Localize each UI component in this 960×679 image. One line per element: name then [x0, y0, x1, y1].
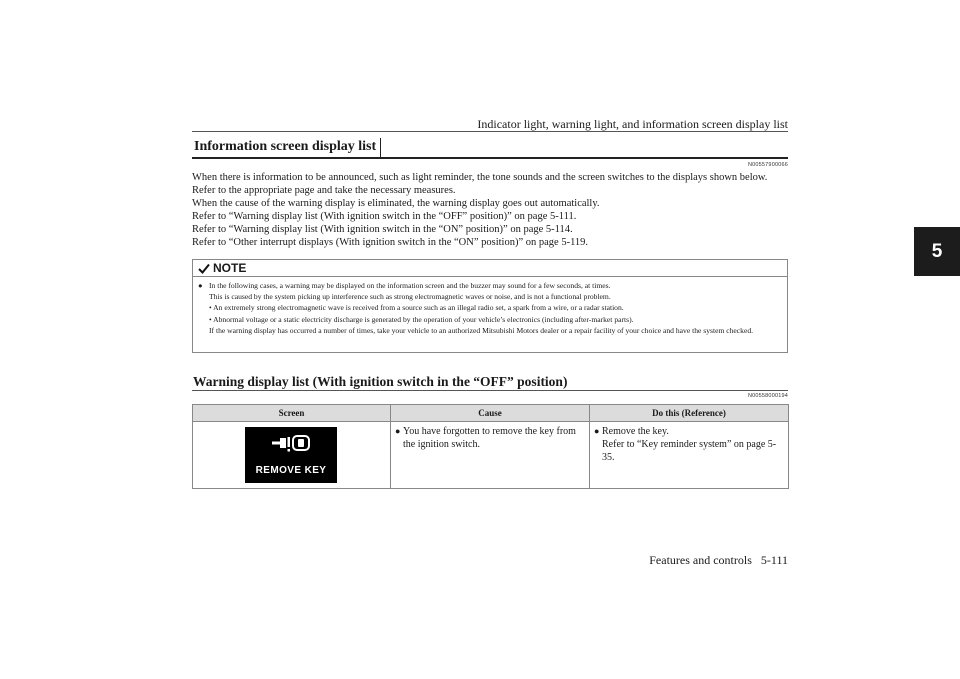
heading-marker: [380, 138, 381, 157]
page-number: 5-111: [760, 553, 788, 567]
action-text: Remove the key.: [602, 426, 669, 437]
column-header-cause: Cause: [391, 405, 590, 422]
bullet-icon: ●: [594, 426, 600, 436]
warning-section-code: N00558000194: [747, 393, 788, 399]
cause-text: You have forgotten to remove the key from the ignition switch.: [403, 426, 576, 450]
warning-section-heading: [192, 372, 788, 391]
table-header-row: [193, 405, 789, 422]
intro-text: [192, 171, 789, 249]
note-body: [198, 280, 781, 336]
section-heading: [192, 135, 788, 159]
section-title: Information screen display list: [194, 139, 377, 154]
intro-paragraph: Refer to “Other interrupt displays (With ignition switch in the “ON” position)” on page 5-119.: [192, 237, 589, 248]
note-line: If the warning display has occurred a number of times, take your vehicle to an authorized Mitsubishi Motors dealer or a repair facility of your choice and have the system checked.: [209, 325, 754, 335]
running-header: Indicator light, warning light, and information screen display list: [477, 117, 788, 131]
action-cell: [590, 422, 789, 489]
intro-paragraph: When the cause of the warning display is eliminated, the warning display goes out automatically.: [192, 198, 600, 209]
column-header-action: Do this (Reference): [590, 405, 789, 422]
footer-section: Features and controls: [649, 553, 752, 567]
screen-cell: [193, 422, 391, 489]
note-line: This is caused by the system picking up interference such as strong electromagnetic waves or noise, and is not a functional problem.: [209, 292, 611, 302]
intro-paragraph: When there is information to be announced, such as light reminder, the tone sounds and the screen switches to the displays shown below. Refer to the appropriate page and take the necessary measures.: [192, 172, 768, 196]
checkmark-icon: [198, 263, 210, 274]
action-reference: Refer to “Key reminder system” on page 5-35.: [602, 439, 777, 463]
warning-section-title: Warning display list (With ignition switch in the “OFF” position): [193, 374, 568, 389]
bullet-icon: ●: [198, 281, 203, 290]
table-row: [193, 422, 789, 489]
chapter-tab: 5: [914, 227, 960, 276]
remove-key-text: REMOVE KEY: [255, 465, 327, 476]
remove-key-display: [245, 427, 337, 483]
note-line: • Abnormal voltage or a static electricity discharge is generated by the operation of your vehicle’s electronics (including after-market parts).: [209, 314, 634, 324]
intro-paragraph: Refer to “Warning display list (With ignition switch in the “ON” position)” on page 5-114.: [192, 224, 573, 235]
header-rule: [192, 131, 788, 132]
note-label: NOTE: [213, 261, 247, 275]
warning-display-table: [192, 404, 789, 489]
intro-paragraph: Refer to “Warning display list (With ignition switch in the “OFF” position)” on page 5-111.: [192, 211, 577, 222]
key-warning-icon: [272, 435, 310, 457]
section-code: N00557900066: [747, 162, 788, 168]
note-box: [192, 259, 788, 353]
column-header-screen: Screen: [193, 405, 391, 422]
bullet-icon: ●: [395, 426, 401, 436]
note-line: In the following cases, a warning may be displayed on the information screen and the buzzer may sound for a few seconds, at times.: [209, 281, 611, 290]
cause-cell: [391, 422, 590, 489]
page-footer: [649, 553, 788, 568]
note-line: • An extremely strong electromagnetic wave is received from a source such as an illegal radio set, a spark from a wire, or a radar station.: [209, 303, 624, 313]
note-header: [193, 260, 787, 277]
